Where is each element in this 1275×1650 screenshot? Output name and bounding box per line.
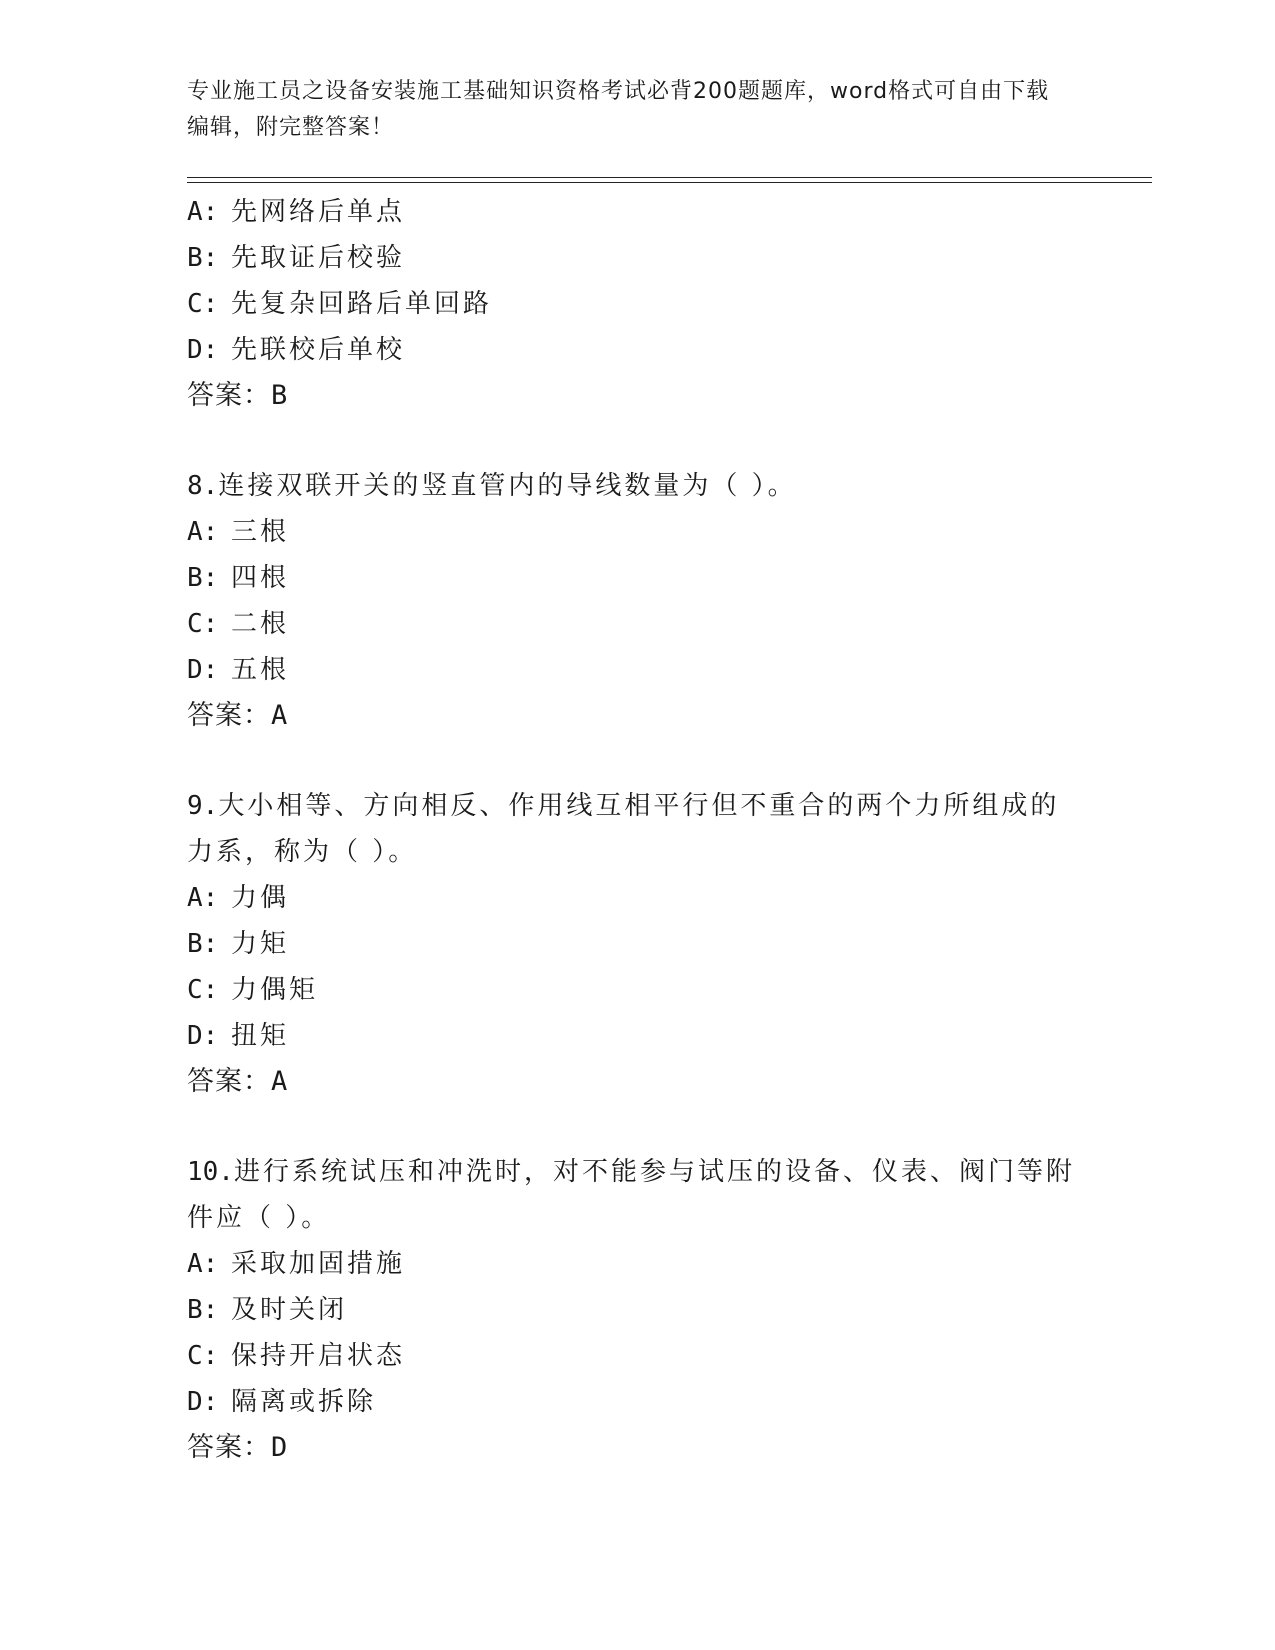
option-b: B: 力矩 <box>187 929 290 959</box>
question-block-9 <box>187 783 1087 1105</box>
option-b: B: 先取证后校验 <box>187 243 406 273</box>
answer-line: 答案：B <box>187 380 289 411</box>
option-d: D: 隔离或拆除 <box>187 1387 377 1417</box>
answer-line: 答案：D <box>187 1432 289 1463</box>
answer-line: 答案：A <box>187 1066 289 1097</box>
option-a: A: 三根 <box>187 517 290 547</box>
option-d: D: 先联校后单校 <box>187 335 406 365</box>
answer-line: 答案：A <box>187 700 289 731</box>
document-header <box>187 74 1067 146</box>
question-text: 9.大小相等、方向相反、作用线互相平行但不重合的两个力所组成的 <box>187 791 1060 821</box>
question-text: 8.连接双联开关的竖直管内的导线数量为（ ）。 <box>187 471 797 501</box>
header-rule-top <box>187 177 1152 178</box>
question-text-continued: 力系，称为（ ）。 <box>187 837 418 867</box>
option-c: C: 保持开启状态 <box>187 1341 406 1371</box>
option-d: D: 五根 <box>187 655 290 685</box>
option-a: A: 力偶 <box>187 883 290 913</box>
question-text-continued: 件应（ ）。 <box>187 1203 331 1233</box>
question-block-8 <box>187 463 1087 739</box>
option-c: C: 二根 <box>187 609 290 639</box>
option-d: D: 扭矩 <box>187 1021 290 1051</box>
option-b: B: 及时关闭 <box>187 1295 348 1325</box>
question-list <box>187 189 1087 1471</box>
option-a: A: 采取加固措施 <box>187 1249 406 1279</box>
option-a: A: 先网络后单点 <box>187 197 406 227</box>
question-block-7 <box>187 189 1087 419</box>
question-block-10 <box>187 1149 1087 1471</box>
header-rule-bottom <box>187 182 1152 183</box>
option-b: B: 四根 <box>187 563 290 593</box>
option-c: C: 力偶矩 <box>187 975 319 1005</box>
option-c: C: 先复杂回路后单回路 <box>187 289 493 319</box>
document-title: 专业施工员之设备安装施工基础知识资格考试必背200题题库，word格式可自由下载编辑，附完整答案！ <box>187 79 1050 140</box>
question-text: 10.进行系统试压和冲洗时，对不能参与试压的设备、仪表、阀门等附 <box>187 1157 1075 1187</box>
